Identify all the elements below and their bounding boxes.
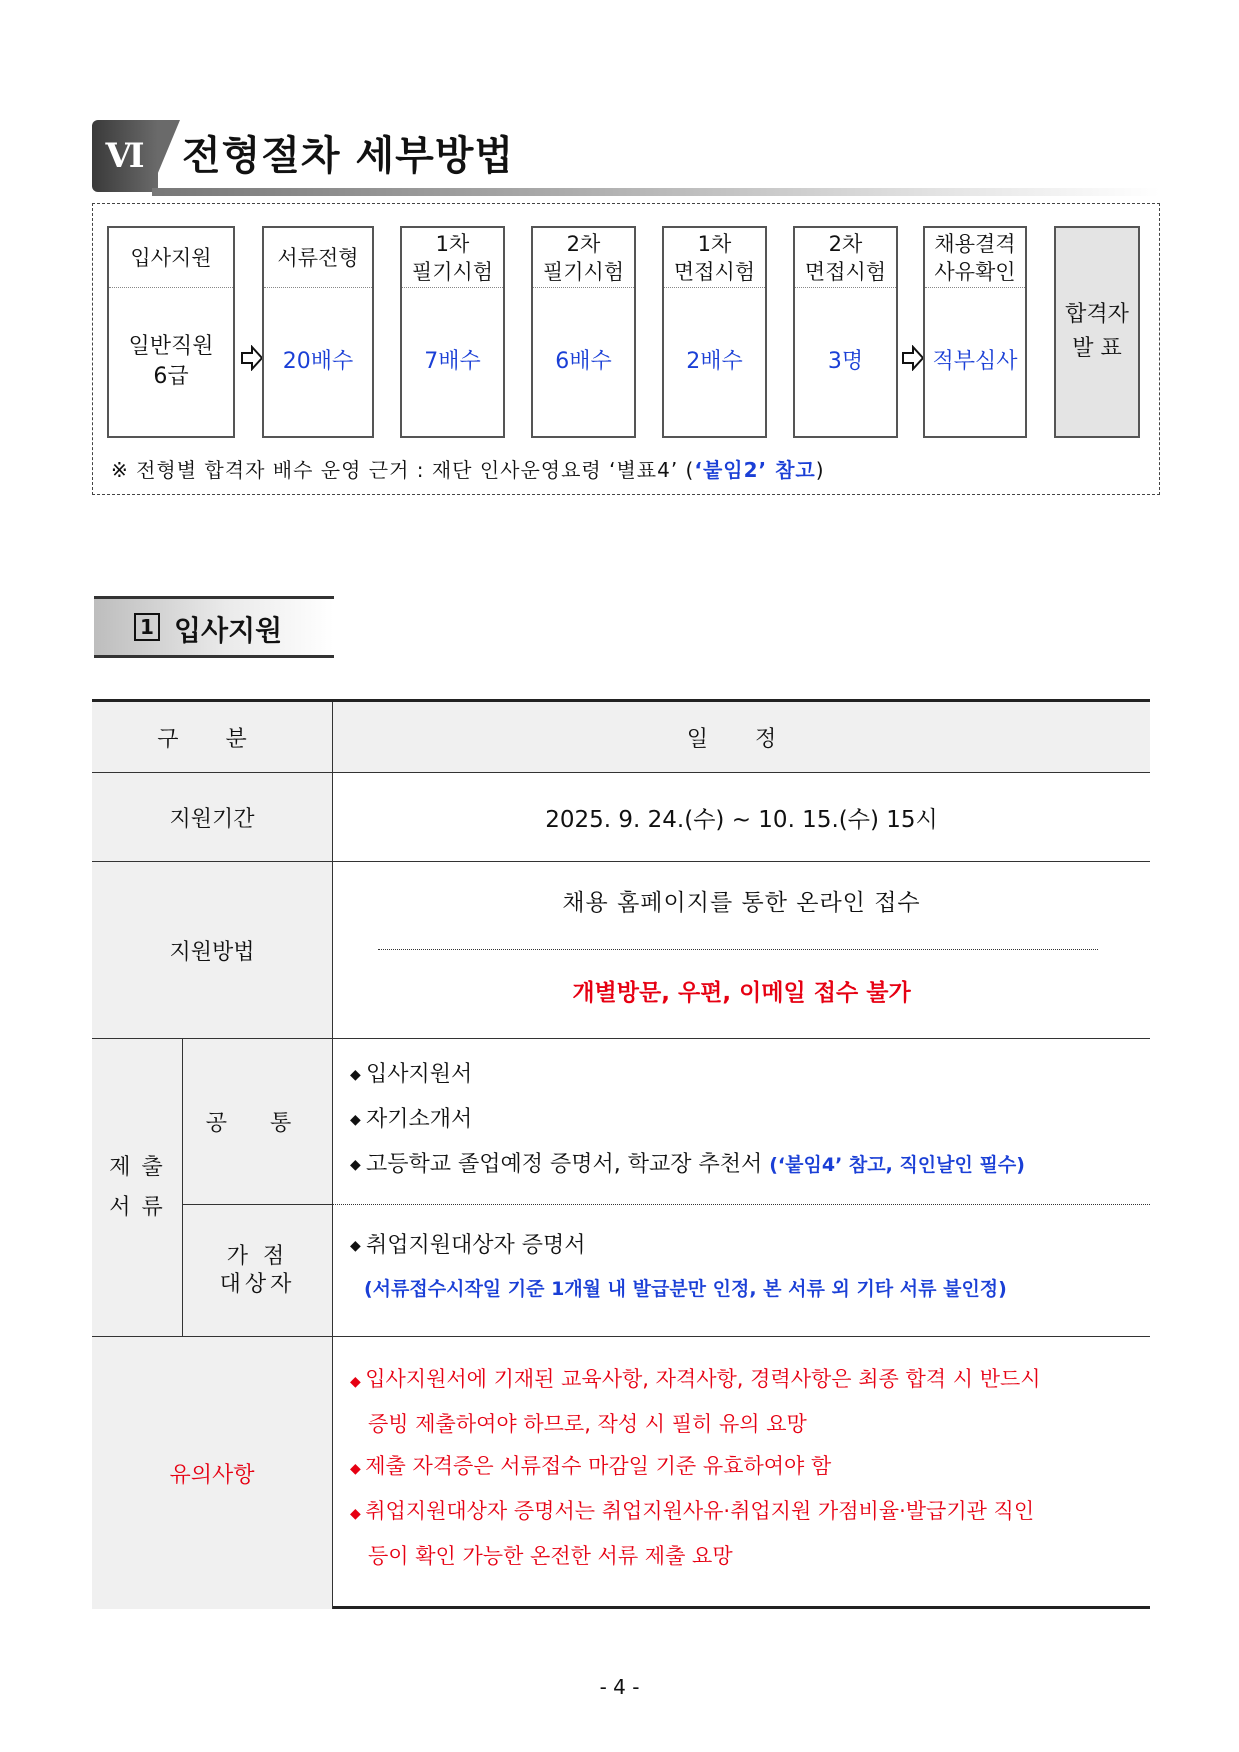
common-docs-label: 공 통 — [183, 1039, 332, 1204]
documents-label: 제 출 서 류 — [92, 1039, 182, 1336]
stage-document-screening — [262, 226, 374, 438]
table-header-category: 구 분 — [92, 702, 332, 772]
list-item-text: 입사지원서 — [366, 1062, 473, 1087]
period-label: 지원기간 — [92, 773, 332, 861]
diamond-bullet-icon: ◆ — [350, 1112, 361, 1128]
column-divider — [182, 1038, 183, 1336]
section-underline — [152, 188, 1160, 196]
hollow-right-arrow-icon — [240, 345, 264, 371]
stage-body: 2배수 — [686, 349, 743, 374]
bonus-note: (서류접수시작일 기준 1개월 내 발급분만 인정, 본 서류 외 기타 서류 불인정) — [364, 1278, 1007, 1300]
list-item-text: 취업지원대상자 증명서는 취업지원사유·취업지원 가점비율·발급기관 직인 — [365, 1499, 1035, 1523]
row-divider — [182, 1204, 333, 1205]
section-header — [92, 120, 1160, 196]
stage-final-announcement: 합격자 발 표 — [1054, 226, 1140, 438]
list-item — [350, 1490, 1140, 1535]
method-label: 지원방법 — [92, 862, 332, 1038]
stage-body: 20배수 — [282, 349, 354, 374]
list-item-text: 자기소개서 — [366, 1107, 473, 1132]
subsection-header — [94, 596, 334, 658]
stage-head: 1차 면접시험 — [664, 228, 765, 288]
stage-body: 일반직원 6급 — [128, 334, 214, 389]
stage-head: 2차 면접시험 — [795, 228, 896, 288]
diamond-bullet-icon: ◆ — [350, 1461, 366, 1477]
list-item-continuation: 등이 확인 가능한 온전한 서류 제출 요망 — [368, 1544, 733, 1568]
stage-body: 7배수 — [424, 349, 481, 374]
list-item — [350, 1057, 472, 1088]
application-table — [92, 699, 1150, 1609]
stage-interview-2 — [793, 226, 898, 438]
stage-application — [107, 226, 235, 438]
row-divider — [92, 1038, 1150, 1039]
method-value: 채용 홈페이지를 통한 온라인 접수 — [562, 889, 921, 916]
method-divider — [378, 949, 1098, 950]
stage-written-test-2 — [531, 226, 636, 438]
stage-disqualification-check — [923, 226, 1027, 438]
stage-head: 서류전형 — [264, 228, 372, 288]
list-item — [350, 1102, 472, 1133]
period-value: 2025. 9. 24.(수) ~ 10. 15.(수) 15시 — [545, 806, 938, 833]
list-item-text: 고등학교 졸업예정 증명서, 학교장 추천서 — [366, 1152, 770, 1177]
hollow-right-arrow-icon — [901, 345, 925, 371]
table-header-schedule: 일 정 — [333, 702, 1150, 772]
flow-note-text: ※ 전형별 합격자 배수 운영 근거 : 재단 인사운영요령 ‘별표4’ ( — [111, 458, 695, 482]
caution-label: 유의사항 — [92, 1337, 332, 1609]
list-item-text: 제출 자격증은 서류접수 마감일 기준 유효하여야 함 — [365, 1454, 832, 1478]
diamond-bullet-icon: ◆ — [350, 1374, 366, 1390]
stage-head: 입사지원 — [109, 228, 233, 288]
stage-body: 6배수 — [555, 349, 612, 374]
stage-body: 3명 — [827, 349, 864, 374]
list-item — [350, 1358, 1140, 1403]
stage-interview-1 — [662, 226, 767, 438]
list-item — [350, 1445, 1140, 1490]
stage-written-test-1 — [400, 226, 505, 438]
page-number: - 4 - — [599, 1675, 640, 1699]
bonus-docs-label: 가 점 대상자 — [183, 1205, 332, 1336]
diamond-bullet-icon: ◆ — [350, 1506, 366, 1522]
subsection-title: 입사지원 — [174, 614, 283, 647]
list-item — [350, 1228, 586, 1259]
subsection-number: 1 — [134, 613, 160, 641]
caution-list — [350, 1358, 1140, 1577]
list-item-text: 입사지원서에 기재된 교육사항, 자격사항, 경력사항은 최종 합격 시 반드시 — [365, 1367, 1041, 1391]
stage-head: 1차 필기시험 — [402, 228, 503, 288]
list-item-note: (‘붙임4’ 참고, 직인날인 필수) — [769, 1154, 1025, 1176]
stage-head: 2차 필기시험 — [533, 228, 634, 288]
method-warning: 개별방문, 우편, 이메일 접수 불가 — [572, 979, 911, 1006]
section-title: 전형절차 세부방법 — [182, 133, 515, 179]
diamond-bullet-icon: ◆ — [350, 1067, 361, 1083]
row-divider — [92, 861, 1150, 862]
flow-note-suffix: ) — [815, 458, 825, 482]
stage-head: 채용결격 사유확인 — [925, 228, 1025, 288]
list-item-continuation: 증빙 제출하여야 하므로, 작성 시 필히 유의 요망 — [368, 1412, 807, 1436]
column-divider — [332, 702, 333, 1609]
selection-flow-box — [92, 203, 1160, 495]
list-item-text: 취업지원대상자 증명서 — [366, 1233, 586, 1258]
stage-body: 적부심사 — [932, 349, 1018, 374]
flow-note-reference: ‘붙임2’ 참고 — [694, 458, 816, 482]
row-divider — [92, 772, 1150, 773]
section-numeral: Ⅵ — [92, 120, 158, 192]
list-item — [350, 1147, 1025, 1178]
diamond-bullet-icon: ◆ — [350, 1238, 361, 1254]
docs-divider — [333, 1204, 1150, 1205]
diamond-bullet-icon: ◆ — [350, 1157, 361, 1173]
flow-note — [111, 454, 825, 483]
row-divider — [92, 1336, 1150, 1337]
